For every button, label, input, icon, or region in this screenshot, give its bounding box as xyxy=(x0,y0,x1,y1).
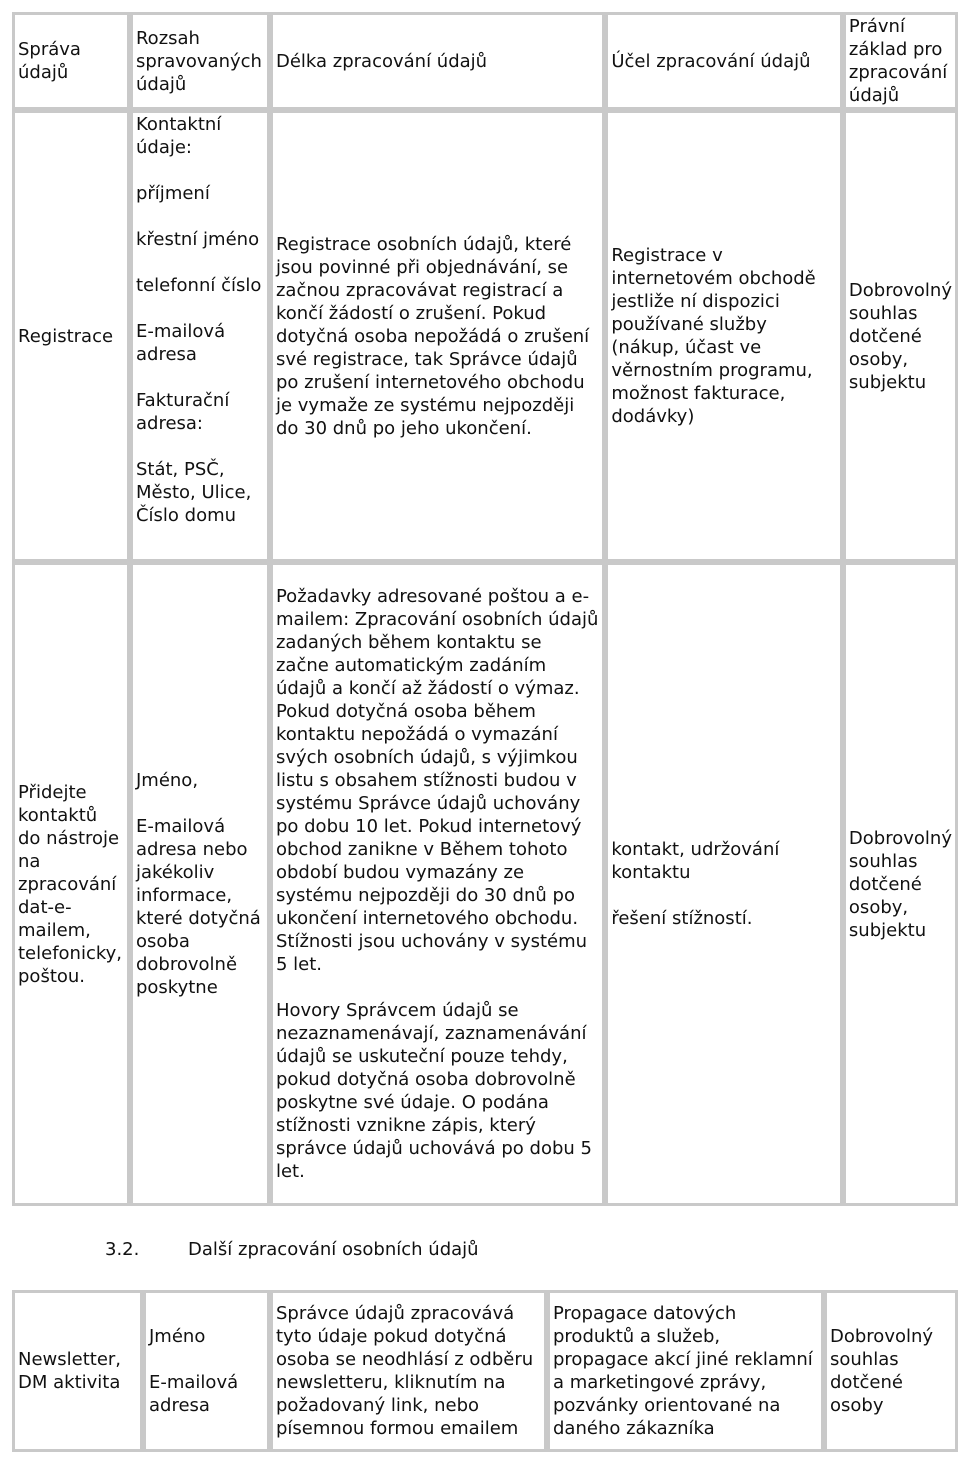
duration-text: Správce údajů zpracovává tyto údaje pokud dotyčná osoba se neodhlásí z odběru newsletteru, kliknutím na požadovaný link, nebo písemnou formou emailem xyxy=(276,1303,534,1439)
purpose-item: řešení stížností. xyxy=(611,908,753,929)
header-cell xyxy=(12,12,130,110)
header-data-scope: Rozsah spravovaných údajů xyxy=(135,27,262,95)
table-row xyxy=(12,1290,958,1452)
table-cell xyxy=(12,110,130,562)
legal-basis-text: Dobrovolný souhlas dotčené osoby xyxy=(830,1326,934,1416)
table-cell xyxy=(130,562,270,1206)
scope-item: E-mailová adresa nebo jakékoliv informace, které dotyčná osoba dobrovolně poskytne xyxy=(135,816,261,998)
further-processing-table xyxy=(12,1290,958,1452)
legal-basis-text: Dobrovolný souhlas dotčené osoby, subjektu xyxy=(848,279,952,393)
legal-basis-text: Dobrovolný souhlas dotčené osoby, subjektu xyxy=(848,827,952,941)
scope-item: Fakturační adresa: xyxy=(135,390,230,434)
header-cell xyxy=(130,12,270,110)
header-legal-basis: Právní základ pro zpracování údajů xyxy=(848,16,948,106)
scope-list xyxy=(133,113,267,527)
duration-paragraph: Hovory Správcem údajů se nezaznamenávají, zaznamenávání údajů se uskuteční pouze tehdy, pokud dotyčná osoba dobrovolně poskytne své údaje. O podána stížnosti vznikne zápis, který správce údajů uchovává po dobu 5 let. xyxy=(275,1000,592,1182)
table-row xyxy=(12,562,958,1206)
section-number: 3.2. xyxy=(105,1239,140,1260)
table-cell xyxy=(270,1290,547,1452)
purpose-item: kontakt, udržování kontaktu xyxy=(611,839,780,883)
duration-paragraph: Požadavky adresované poštou a e-mailem: Zpracování osobních údajů zadaných během kontaktu se začne automatickým zadáním údajů a končí až žádostí o výmaz. Pokud dotyčná osoba během kontaktu nepožádá o vymazání svých osobních údajů, s výjimkou listu s obsahem stížnosti budou v systému Správce údajů uchovány po dobu 10 let. Pokud internetový obchod zanikne v Během tohoto období budou vymazány ze systému nejpozději do 30 dnů po ukončení internetového obchodu. Stížnosti jsou uchovány v systému 5 let. xyxy=(275,586,599,975)
scope-item: Jméno xyxy=(149,1326,206,1347)
row-name: Newsletter, DM aktivita xyxy=(18,1349,122,1393)
duration-text: Registrace osobních údajů, které jsou povinné při objednávání, se začnou zpracovávat registrací a končí žádostí o zrušení. Pokud dotyčná osoba nepožádá o zrušení své registrace, tak Správce údajů po zrušení internetového obchodu je vymaže ze systému nejpozději do 30 dnů po jeho ukončení. xyxy=(275,233,590,439)
section-title: Další zpracování osobních údajů xyxy=(188,1239,479,1260)
table-cell xyxy=(824,1290,958,1452)
table-cell xyxy=(605,562,843,1206)
header-cell xyxy=(605,12,843,110)
header-processing-purpose: Účel zpracování údajů xyxy=(611,50,811,72)
scope-item: telefonní číslo xyxy=(135,275,262,296)
table-cell xyxy=(270,562,605,1206)
processing-table xyxy=(12,12,958,1206)
duration-text xyxy=(273,585,602,1183)
table-cell xyxy=(130,110,270,562)
table-cell xyxy=(605,110,843,562)
table-row xyxy=(12,110,958,562)
header-row xyxy=(12,12,958,110)
row-name: Přidejte kontaktů do nástroje na zpracování dat-e-mailem, telefonicky, poštou. xyxy=(18,781,123,987)
scope-item: E-mailová adresa xyxy=(135,321,226,365)
scope-item: Kontaktní údaje: xyxy=(135,114,222,158)
header-processing-duration: Délka zpracování údajů xyxy=(275,50,488,72)
header-cell xyxy=(843,12,958,110)
scope-item: Stát, PSČ, Město, Ulice, Číslo domu xyxy=(135,459,252,526)
table-cell xyxy=(12,1290,143,1452)
table-cell xyxy=(12,562,130,1206)
scope-item: Jméno, xyxy=(135,770,199,791)
table-cell xyxy=(843,110,958,562)
section-heading xyxy=(105,1238,479,1261)
table-cell xyxy=(843,562,958,1206)
table-cell xyxy=(270,110,605,562)
purpose-text xyxy=(608,838,840,930)
scope-list xyxy=(146,1325,267,1417)
scope-item: křestní jméno xyxy=(135,229,260,250)
row-name: Registrace xyxy=(18,325,114,347)
scope-item: příjmení xyxy=(135,183,210,204)
table-cell xyxy=(143,1290,270,1452)
header-cell xyxy=(270,12,605,110)
purpose-text: Propagace datových produktů a služeb, propagace akcí jiné reklamní a marketingové zprávy, pozvánky orientované na daného zákazníka xyxy=(553,1303,813,1439)
header-data-management: Správa údajů xyxy=(18,39,81,83)
table-cell xyxy=(547,1290,824,1452)
scope-list xyxy=(133,769,267,999)
scope-item: E-mailová adresa xyxy=(149,1372,239,1416)
purpose-text: Registrace v internetovém obchodě jestliže ní dispozici používané služby (nákup, účast ve věrnostním programu, možnost fakturace, dodávky) xyxy=(611,245,816,427)
